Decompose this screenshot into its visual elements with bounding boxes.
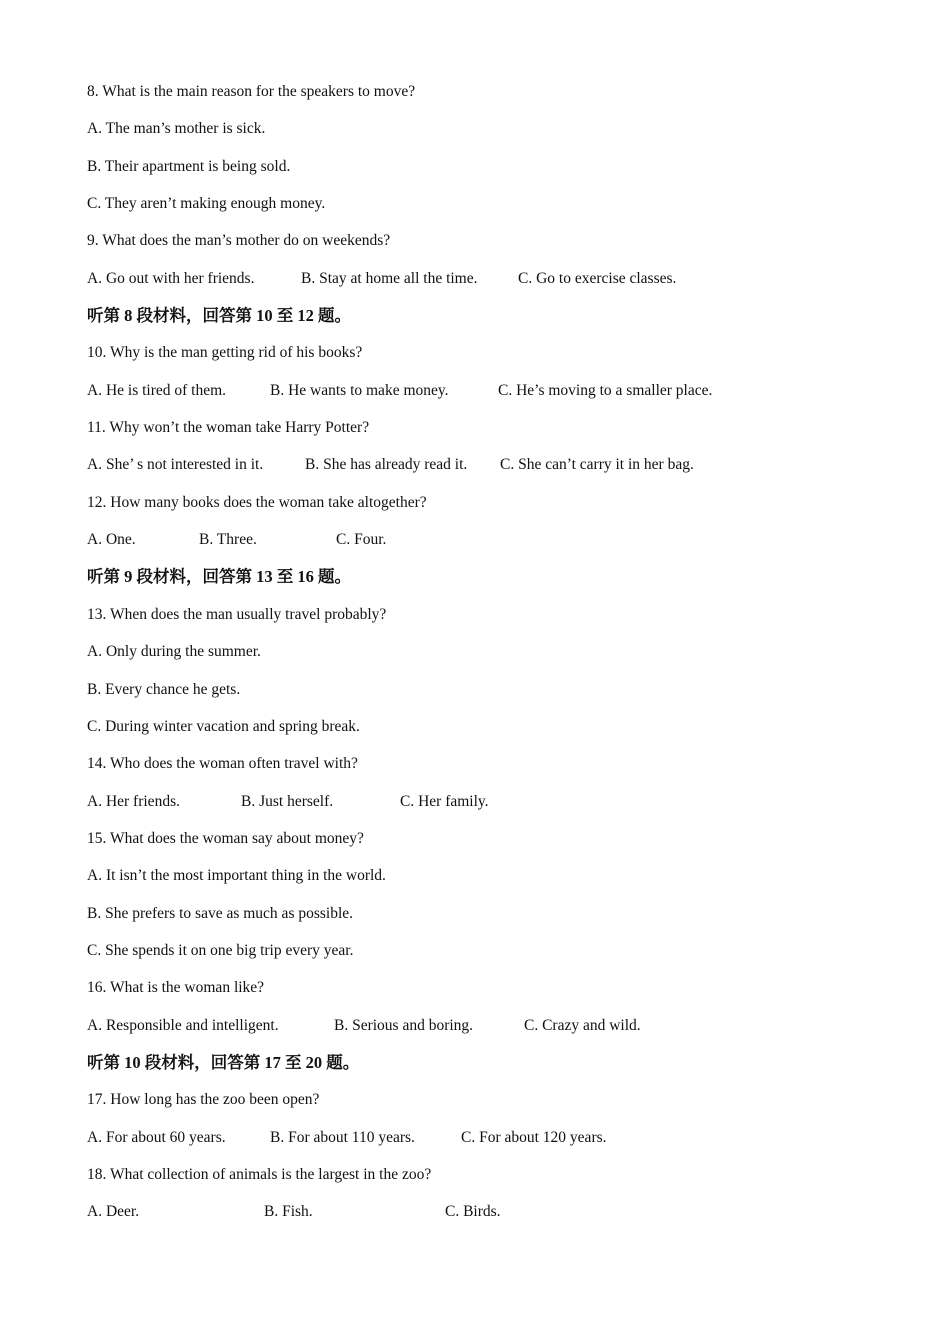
option-12b: B. Three. (199, 531, 257, 549)
options-row-10 (87, 377, 907, 414)
section-heading-9: 听第 9 段材料，回答第 13 至 16 题。 (87, 567, 351, 587)
question-17: 17. How long has the zoo been open? (87, 1091, 320, 1109)
option-17b: B. For about 110 years. (270, 1128, 415, 1146)
option-15a: A. It isn’t the most important thing in the world. (87, 867, 386, 885)
section-heading-10: 听第 10 段材料，回答第 17 至 20 题。 (87, 1052, 360, 1072)
option-11c: C. She can’t carry it in her bag. (500, 456, 694, 474)
option-16a: A. Responsible and intelligent. (87, 1016, 279, 1034)
option-14b: B. Just herself. (241, 792, 334, 810)
question-13: 13. When does the man usually travel probably? (87, 605, 387, 623)
option-16c: C. Crazy and wild. (524, 1016, 641, 1034)
option-8a: A. The man’s mother is sick. (87, 120, 266, 138)
options-row-11 (87, 451, 907, 488)
option-11a: A. She’ s not interested in it. (87, 456, 264, 474)
question-11: 11. Why won’t the woman take Harry Potter? (87, 419, 370, 437)
question-9: 9. What does the man’s mother do on weekends? (87, 232, 391, 250)
option-9b: B. Stay at home all the time. (301, 269, 478, 287)
options-row-9 (87, 265, 907, 302)
options-row-14 (87, 788, 907, 825)
option-13a: A. Only during the summer. (87, 643, 261, 661)
question-12: 12. How many books does the woman take altogether? (87, 493, 427, 511)
options-row-17 (87, 1124, 907, 1161)
question-14: 14. Who does the woman often travel with? (87, 755, 358, 773)
question-16: 16. What is the woman like? (87, 979, 265, 997)
option-15c: C. She spends it on one big trip every year. (87, 941, 354, 959)
option-18b: B. Fish. (264, 1203, 313, 1221)
option-14c: C. Her family. (400, 792, 489, 810)
option-8b: B. Their apartment is being sold. (87, 157, 291, 175)
option-14a: A. Her friends. (87, 792, 180, 810)
option-12c: C. Four. (336, 531, 387, 549)
options-row-16 (87, 1012, 907, 1049)
option-10b: B. He wants to make money. (270, 381, 449, 399)
option-13b: B. Every chance he gets. (87, 680, 241, 698)
question-18: 18. What collection of animals is the largest in the zoo? (87, 1165, 432, 1183)
section-heading-8: 听第 8 段材料，回答第 10 至 12 题。 (87, 306, 351, 326)
option-18c: C. Birds. (445, 1203, 501, 1221)
option-12a: A. One. (87, 531, 136, 549)
option-15b: B. She prefers to save as much as possible. (87, 904, 354, 922)
question-15: 15. What does the woman say about money? (87, 829, 364, 847)
option-11b: B. She has already read it. (305, 456, 468, 474)
question-10: 10. Why is the man getting rid of his books? (87, 344, 363, 362)
option-8c: C. They aren’t making enough money. (87, 195, 326, 213)
option-10a: A. He is tired of them. (87, 381, 227, 399)
option-18a: A. Deer. (87, 1203, 140, 1221)
option-9c: C. Go to exercise classes. (518, 269, 677, 287)
exam-page (87, 78, 907, 1236)
options-row-18 (87, 1198, 907, 1235)
question-8: 8. What is the main reason for the speakers to move? (87, 83, 416, 100)
option-9a: A. Go out with her friends. (87, 269, 255, 287)
options-row-12 (87, 526, 907, 563)
option-13c: C. During winter vacation and spring break. (87, 717, 360, 735)
option-10c: C. He’s moving to a smaller place. (498, 381, 713, 399)
option-17a: A. For about 60 years. (87, 1128, 226, 1146)
option-17c: C. For about 120 years. (461, 1128, 607, 1146)
option-16b: B. Serious and boring. (334, 1016, 474, 1034)
